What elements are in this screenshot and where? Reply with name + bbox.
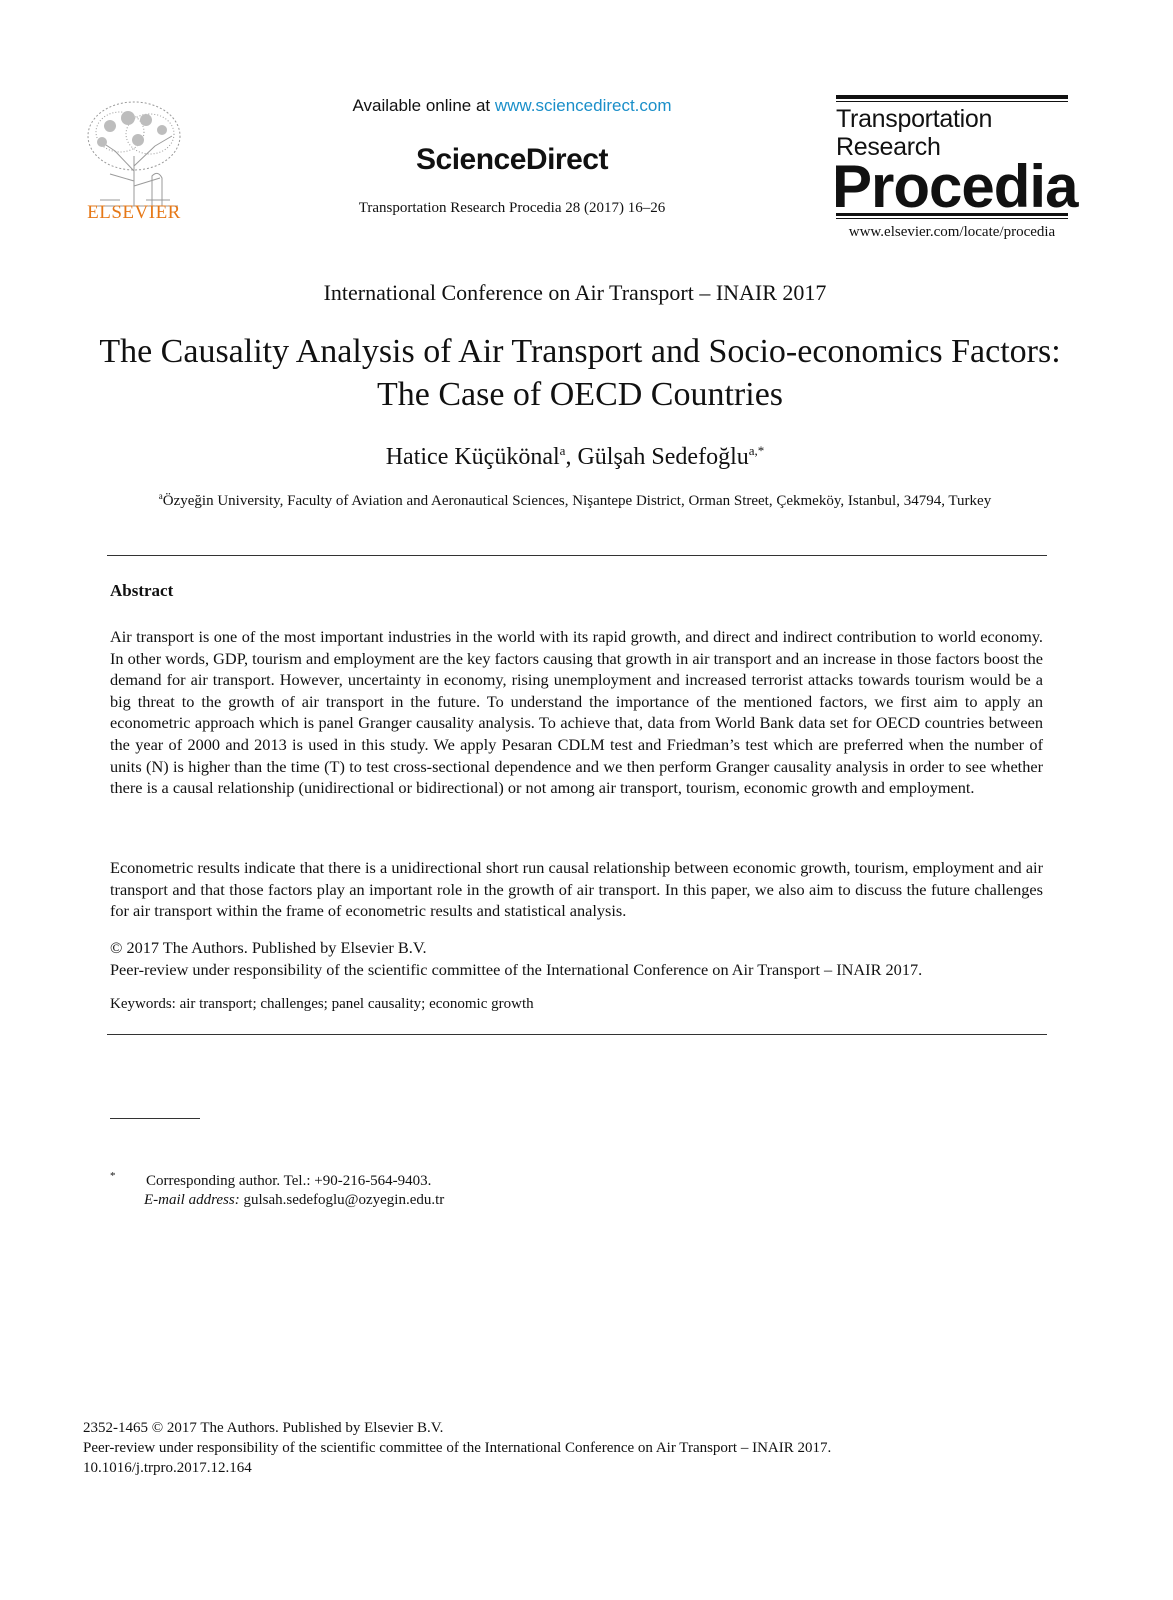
footer-peer-review: Peer-review under responsibility of the scientific committee of the International Conference on Air Transport – INAIR 2017. [83, 1440, 832, 1456]
available-online-line [300, 96, 724, 116]
sciencedirect-brand: ScienceDirect [416, 143, 608, 176]
journal-logo-line2: Research [836, 133, 941, 161]
author-1-affiliation-mark: a [559, 443, 566, 458]
journal-reference: Transportation Research Procedia 28 (2017) 16–26 [358, 200, 666, 216]
copyright-block [110, 937, 1070, 980]
paper-title: The Causality Analysis of Air Transport and Socio-economics Factors: The Case of OECD Countries [99, 333, 1061, 413]
author-2-name: Gülşah Sedefoğlu [577, 444, 749, 470]
author-2-affiliation-mark: a,* [748, 443, 765, 458]
email-label: E-mail address: [144, 1192, 240, 1208]
journal-logo-top-thin-bar [836, 101, 1068, 102]
affiliation [110, 486, 1040, 511]
conference-name: International Conference on Air Transport – INAIR 2017 [323, 280, 827, 305]
footer-issn: 2352-1465 © 2017 The Authors. Published by Elsevier B.V. [83, 1420, 444, 1436]
journal-logo-line1: Transportation [836, 105, 993, 133]
elsevier-wordmark: ELSEVIER [87, 202, 181, 223]
available-prefix: Available online at [352, 96, 495, 115]
abstract-paragraph-2: Econometric results indicate that there is a unidirectional short run causal relationship between economic growth, tourism, employment and air transport and that those factors play an important role in the growth of air transport. In this paper, we also aim to discuss the future challenges for air transport within the frame of econometric results and statistical analysis. [110, 858, 1043, 921]
affiliation-text: Özyeğin University, Faculty of Aviation and Aeronautical Sciences, Nişantepe District, Orman Street, Çekmeköy, Istanbul, 34794, Turkey [162, 493, 992, 509]
footnote-rule [110, 1118, 200, 1119]
email-row [144, 1192, 444, 1209]
sciencedirect-link[interactable]: www.sciencedirect.com [494, 96, 672, 115]
abstract-heading: Abstract [110, 581, 174, 600]
abstract-top-rule [107, 555, 1047, 556]
peer-review-line: Peer-review under responsibility of the scientific committee of the International Conference on Air Transport – INAIR 2017. [110, 959, 923, 979]
journal-logo-line3: Procedia [832, 153, 1078, 220]
corresponding-author: Corresponding author. Tel.: +90-216-564-9403. [146, 1173, 432, 1189]
author-list: Hatice Küçükönal$^a$, Gülşah Sedefoğlu$^{a,*}$ [385, 443, 765, 470]
journal-url[interactable]: www.elsevier.com/locate/procedia [848, 224, 1056, 240]
affiliation-mark: a [158, 491, 163, 501]
author-1-name: Hatice Küçükönal [385, 444, 560, 470]
journal-logo-top-bar [836, 95, 1068, 99]
email-address[interactable]: gulsah.sedefoglu@ozyegin.edu.tr [243, 1192, 445, 1208]
abstract-paragraph-1: Air transport is one of the most important industries in the world with its rapid growth, and direct and indirect contribution to world economy. In other words, GDP, tourism and employment are the key factors causing that growth in air transport and an increase in those factors boost the demand for air transport. However, uncertainty in economy, rising unemployment and increased terrorist attacks towards tourism would be a big threat to the growth of air transport in the future. To understand the importance of the mentioned factors, we first aim to apply an econometric approach which is panel Granger causality analysis. To achieve that, data from World Bank data set for OECD countries between the year of 2000 and 2013 is used in this study. We apply Pesaran CDLM test and Friedman’s test which are preferred when the number of units (N) is higher than the time (T) to test cross-sectional dependence and we then perform Granger causality analysis in order to see whether there is a causal relationship (unidirectional or bidirectional) or not among air transport, tourism, economic growth and employment. [110, 627, 1043, 798]
abstract-bottom-rule [107, 1034, 1047, 1035]
footnote-marker: * [110, 1170, 116, 1182]
copyright-line: © 2017 The Authors. Published by Elsevier B.V. [110, 938, 427, 957]
footer-doi[interactable]: 10.1016/j.trpro.2017.12.164 [83, 1460, 252, 1476]
keywords-line: Keywords: air transport; challenges; panel causality; economic growth [110, 996, 534, 1012]
